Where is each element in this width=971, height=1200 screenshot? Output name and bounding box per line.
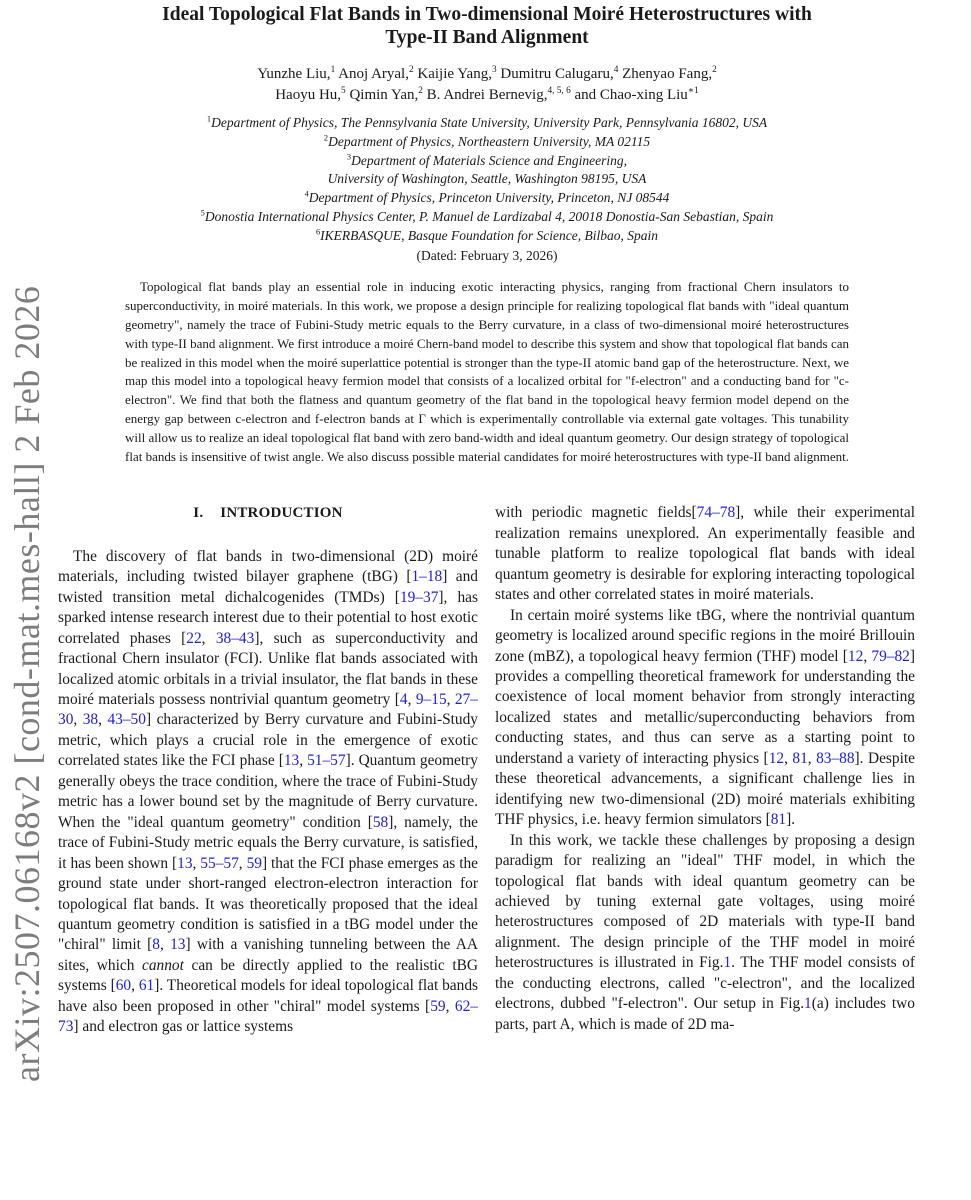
text-run: In certain moiré systems like tBG, where the nontrivial quantum geometry is localized around specific regions in the moiré Brillouin zone (mBZ), a topological heavy fermion (THF) model [ [495,606,915,665]
author-line-1 [58,64,916,85]
text-run: Anoj Aryal, [335,66,409,82]
citation-link[interactable]: 55–57 [200,854,239,872]
text-run: Dumitru Calugaru, [496,66,614,82]
superscript: 2 [712,65,717,75]
citation-link[interactable]: 62–73 [58,997,478,1036]
paper-title [58,4,916,49]
italic-text: cannot [142,956,184,974]
text-run: ], while their experimental realization remains unexplored. An experimentally feasible and tunable platform to realize topological flat bands with ideal quantum geometry is desirable for exploring interacting topological states and other correlated states in moiré materials. [495,504,916,604]
text-run: , [201,629,216,647]
text-run: Department of Physics, Northeastern University, MA 02115 [328,133,651,149]
superscript: 6 [315,227,321,237]
citation-link[interactable]: 12 [847,647,864,665]
text-run: ]. [786,811,796,829]
citation-link[interactable]: 19–37 [399,588,439,606]
citation-link[interactable]: 60 [115,977,132,995]
text-run: ] characterized by Berry curvature and Fubini-Study metric, which plays a crucial role in the emergence of exotic correlated states like the FCI phase [ [58,711,478,770]
text-run: . The THF model consists of the conducting electrons, called "c-electron", and the localized electrons, dubbed "f-electron". Our setup in Fig. [495,954,915,1013]
text-run: ] and twisted transition metal dichalcogenides (TMDs) [ [58,568,478,606]
section-heading-number: I. [193,505,204,522]
affiliation-line [58,152,916,171]
citation-link[interactable]: 4 [399,690,408,708]
citation-link[interactable]: 51–57 [307,752,346,770]
figure-ref-link[interactable]: 1 [804,995,812,1013]
text-run: , [238,854,247,872]
text-run: ], namely, the trace of Fubini-Study metric equals the Berry curvature, is satisfied, it has been shown [ [58,813,478,872]
text-run: ] that the FCI phase emerges as the ground state under short-ranged electron-electron interaction for topological flat bands. It was theoretically proposed that the ideal quantum geometry condition is satisfied in a tBG model under the "chiral" limit [ [58,854,479,954]
superscript: ∗1 [687,86,699,96]
citation-link[interactable]: 74–78 [696,504,736,522]
text-run: Haoyu Hu, [275,87,342,103]
author-line-2 [58,85,916,106]
citation-link[interactable]: 43–50 [107,711,146,729]
text-run: , [131,977,139,995]
citation-link[interactable]: 58 [372,813,389,831]
section-heading-title: INTRODUCTION [220,505,343,522]
citation-link[interactable]: 13 [283,752,300,770]
superscript: 5 [341,86,346,96]
citation-link[interactable]: 59 [246,854,262,872]
text-run: , [299,752,308,770]
text-run: The discovery of flat bands in two-dimensional (2D) moiré materials, including twisted bilayer graphene (tBG) [ [58,547,478,586]
citation-link[interactable]: 13 [177,854,193,872]
text-run: ]. Quantum geometry generally obeys the trace condition, where the trace of Fubini-Study metric has a lower bound set by the magnitude of Berry curvature. When the "ideal quantum geometry" condition [ [58,752,478,831]
text-run: can be directly applied to the realistic tBG systems [ [58,956,478,995]
affiliation-line [58,189,916,208]
superscript: 4 [304,189,309,199]
text-run: IKERBASQUE, Basque Foundation for Science, Bilbao, Spain [320,227,658,243]
paragraph [58,547,478,1038]
text-run: , [160,936,171,954]
paper-content [58,0,916,1038]
body-columns [58,503,916,1037]
text-run: Department of Physics, The Pennsylvania State University, University Park, Pennsylvania 16802, USA [211,115,768,130]
text-run: ], has sparked intense research interest due to their potential to host exotic correlated phases [ [58,588,478,647]
superscript: 1 [206,114,212,124]
citation-link[interactable]: 83–88 [816,749,855,767]
superscript: 3 [346,152,352,162]
citation-link[interactable]: 1–18 [411,568,443,586]
text-run: , [863,647,872,665]
paragraph [495,503,915,605]
citation-link[interactable]: 27–30 [58,690,478,729]
affiliation-line [58,133,916,152]
paper-title-line-2: Type-II Band Alignment [385,26,589,48]
citation-link[interactable]: 12 [768,749,785,767]
text-run: ]. Despite these theoretical advancements, a significant challenge lies in identifying new two-dimensional (2D) moiré materials exhibiting THF physics, i.e. heavy fermion simulators [ [495,749,915,829]
text-run: In this work, we tackle these challenges by proposing a design paradigm for realizing an "ideal" THF model, in which the topological flat bands with ideal quantum geometry can be achieved by tuning external gate voltages, using moiré heterostructures composed of 2D materials with type-II band alignment. The design principle of the THF model in moiré heterostructures is illustrated in Fig. [495,831,915,972]
paper-title-line-1: Ideal Topological Flat Bands in Two-dimensional Moiré Heterostructures with [162,4,812,25]
text-run: Kaijie Yang, [413,66,492,82]
text-run: , [98,711,108,729]
citation-link[interactable]: 59 [430,997,446,1015]
text-run: University of Washington, Seattle, Washington 98195, USA [327,171,647,187]
citation-link[interactable]: 38 [82,711,99,729]
section-heading [58,503,478,523]
superscript: 1 [330,65,336,75]
text-run: , [807,749,817,767]
text-run: Yunzhe Liu, [257,66,331,82]
citation-link[interactable]: 8 [152,936,160,954]
text-run: , [73,711,83,729]
right-column [495,503,915,1037]
text-run: (a) includes two parts, part A, which is made of 2D ma- [495,995,915,1033]
affiliation-line [58,227,916,246]
text-run: , [784,749,793,767]
arxiv-watermark: arXiv:2507.06168v2 [cond-mat.mes-hall] 2 Feb 2026 [7,285,47,1082]
citation-link[interactable]: 81 [792,749,808,767]
author-block [58,64,916,106]
superscript: 2 [408,65,414,75]
text-run: , [407,690,416,708]
figure-ref-link[interactable]: 1 [723,954,732,972]
text-run: and Chao-xing Liu [570,87,688,103]
text-run: Zhenyao Fang, [618,66,713,82]
superscript: 4, 5, 6 [547,86,571,96]
superscript: 2 [323,133,329,143]
citation-link[interactable]: 22 [186,629,202,647]
affiliation-line [58,170,916,189]
citation-link[interactable]: 9–15 [415,690,447,708]
citation-link[interactable]: 79–82 [871,647,910,665]
citation-link[interactable]: 38–43 [215,629,255,647]
affiliation-block [58,114,916,246]
text-run: ] provides a compelling theoretical framework for understanding the coexistence of local moment behavior from strongly interacting localized states and metallic/superconducting behaviors from conducting states, and thus can serve as a starting point to understand a variety of interacting physics [ [495,647,915,767]
citation-link[interactable]: 61 [138,977,155,995]
text-run: Department of Materials Science and Engineering, [351,152,628,168]
text-run: with periodic magnetic fields[ [495,504,697,522]
affiliation-line [58,208,916,227]
paragraph [495,606,915,831]
citation-link[interactable]: 13 [170,936,186,954]
text-run: , [446,690,455,708]
left-column [58,503,478,1037]
text-run: Department of Physics, Princeton University, Princeton, NJ 08544 [308,190,670,206]
text-run: ] and electron gas or lattice systems [73,1018,294,1036]
superscript: 4 [613,65,619,75]
text-run: B. Andrei Bernevig, [422,87,548,103]
text-run: , [445,997,455,1015]
text-run: Qimin Yan, [345,87,419,103]
date-line: (Dated: February 3, 2026) [416,247,558,263]
superscript: 5 [200,208,205,218]
affiliation-line [58,114,916,133]
text-run: ]. Theoretical models for ideal topological flat bands have also been proposed in other "chiral" model systems [ [58,977,479,1015]
superscript: 3 [491,65,497,75]
abstract: Topological flat bands play an essential role in inducing exotic interacting physics, ranging from fractional Chern insulators to superconductivity, in moiré materials. In this work, we propose a design principle for realizing topological flat bands with "ideal quantum geometry", namely the trace of Fubini-Study metric equals to the Berry curvature, in a class of two-dimensional moiré heterostructures with type-II band alignment. We first introduce a moiré Chern-band model to describe this system and show that topological flat bands can be realized in this model when the moiré superlattice potential is stronger than the type-II atomic band gap of the heterostructure. Next, we map this model into a topological heavy fermion model that consists of a localized orbital for "f-electron" and a conducting band for "c-electron". We find that both the flatness and quantum geometry of the flat band in the topological heavy fermion model depend on the energy gap between c-electron and f-electron bands at Γ which is experimentally controllable via external gate voltages. This tunability will allow us to realize an ideal topological flat band with zero band-width and ideal quantum geometry. Our design strategy of topological flat bands is insensitive of twist angle. We also discuss possible material candidates for moiré heterostructures with type-II band alignment. [125,279,850,464]
text-run: Donostia International Physics Center, P. Manuel de Lardizabal 4, 20018 Donostia-San Sebastian, Spain [204,208,774,224]
text-run: ], such as superconductivity and fractional Chern insulator (FCI). Unlike flat bands associated with localized atomic orbitals in a trivial insulator, the flat bands in these moiré materials possess nontrivial quantum geometry [ [58,629,478,708]
paragraph [495,831,915,1036]
superscript: 2 [418,86,423,96]
text-run: , [192,854,201,872]
citation-link[interactable]: 81 [770,811,787,829]
text-run: ] with a vanishing tunneling between the AA sites, which [58,936,478,974]
